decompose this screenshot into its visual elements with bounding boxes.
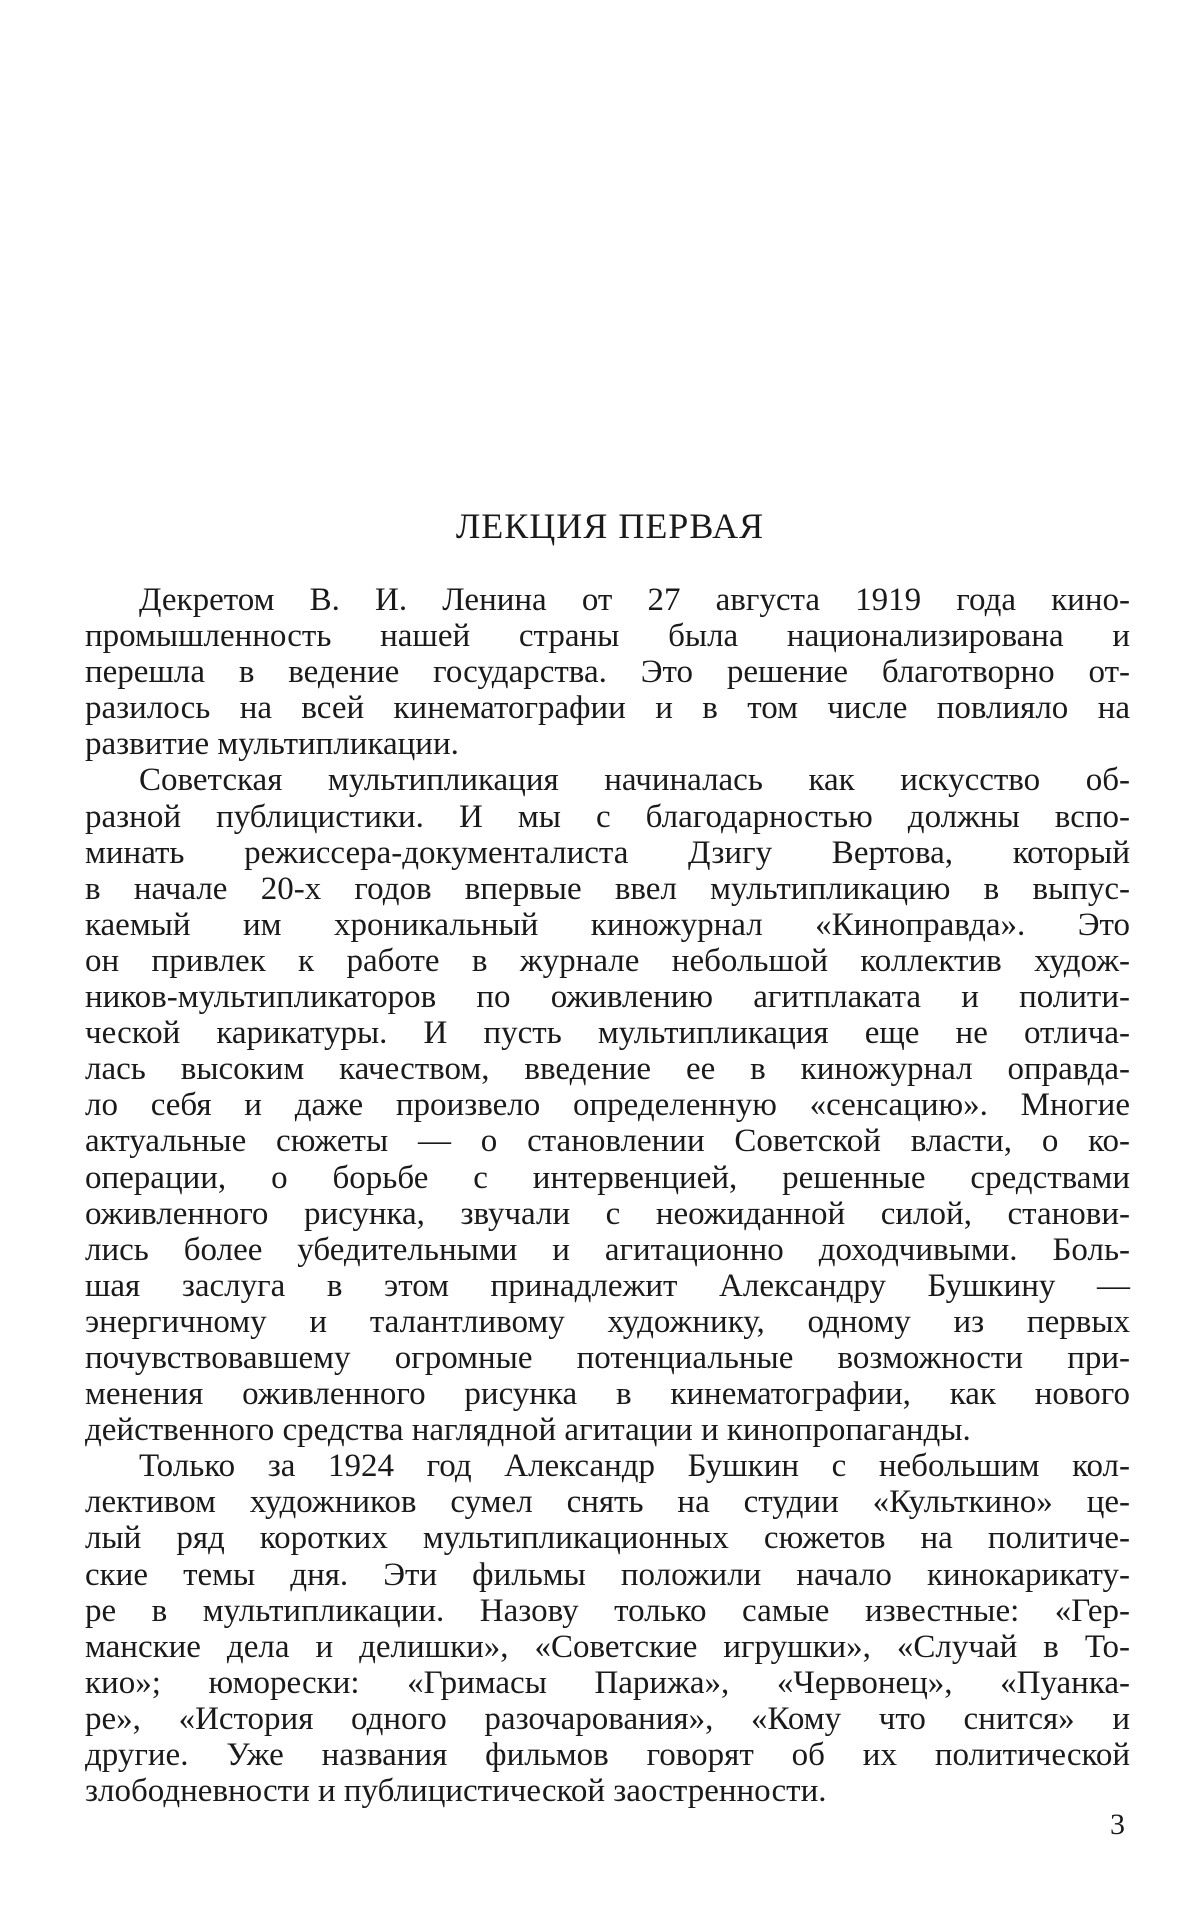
text-line: ческой карикатуры. И пусть мультипликация еще не отлича- xyxy=(85,1015,1130,1052)
text-line: операции, о борьбе с интервенцией, решенные средствами xyxy=(85,1159,1130,1196)
text-line: ре в мультипликации. Назову только самые известные: «Гер- xyxy=(85,1592,1130,1629)
body-text xyxy=(85,582,1130,1809)
text-line: перешла в ведение государства. Это решение благотворно от- xyxy=(85,654,1130,691)
text-line: лективом художников сумел снять на студии «Культкино» це- xyxy=(85,1484,1130,1521)
text-line: действенного средства наглядной агитации и кинопропаганды. xyxy=(85,1412,971,1449)
text-line: лый ряд коротких мультипликационных сюжетов на политиче- xyxy=(85,1520,1130,1557)
text-line: энергичному и талантливому художнику, одному из первых xyxy=(85,1303,1130,1340)
text-line: развитие мультипликации. xyxy=(85,726,459,763)
text-line: Только за 1924 год Александр Бушкин с небольшим кол- xyxy=(139,1448,1130,1485)
text-line: почувствовавшему огромные потенциальные возможности при- xyxy=(85,1339,1130,1376)
text-line: актуальные сюжеты — о становлении Советской власти, о ко- xyxy=(85,1123,1130,1160)
text-line: промышленность нашей страны была национализирована и xyxy=(85,618,1130,655)
text-line: каемый им хроникальный киножурнал «Киноправда». Это xyxy=(85,906,1130,943)
text-line: лись более убедительными и агитационно доходчивыми. Боль- xyxy=(85,1231,1130,1268)
lecture-title: ЛЕКЦИЯ ПЕРВАЯ xyxy=(455,506,765,546)
text-line: кио»; юморески: «Гримасы Парижа», «Червонец», «Пуанка- xyxy=(85,1664,1130,1701)
text-line: минать режиссера-документалиста Дзигу Вертова, который xyxy=(85,834,1130,871)
text-line: он привлек к работе в журнале небольшой коллектив худож- xyxy=(85,942,1130,979)
text-line: менения оживленного рисунка в кинематографии, как нового xyxy=(85,1376,1130,1413)
text-line: ре», «История одного разочарования», «Кому что снится» и xyxy=(85,1700,1130,1737)
text-line: в начале 20-х годов впервые ввел мультипликацию в выпус- xyxy=(85,870,1130,907)
text-line: другие. Уже названия фильмов говорят об их политической xyxy=(85,1737,1130,1773)
text-line: разной публицистики. И мы с благодарностью должны вспо- xyxy=(85,798,1130,835)
page-number: 3 xyxy=(1110,1808,1125,1841)
text-line: Советская мультипликация начиналась как искусство об- xyxy=(139,762,1130,799)
text-line: оживленного рисунка, звучали с неожиданной силой, станови- xyxy=(85,1195,1130,1232)
text-line: лась высоким качеством, введение ее в киножурнал оправда- xyxy=(85,1051,1130,1088)
text-line: ские темы дня. Эти фильмы положили начало кинокарикату- xyxy=(85,1556,1130,1593)
text-line: шая заслуга в этом принадлежит Александру Бушкину — xyxy=(85,1267,1130,1304)
text-line: злободневности и публицистической заостренности. xyxy=(85,1773,827,1810)
text-line: ло себя и даже произвело определенную «сенсацию». Многие xyxy=(85,1087,1130,1124)
text-line: разилось на всей кинематографии и в том числе повлияло на xyxy=(85,690,1130,727)
text-line: манские дела и делишки», «Советские игрушки», «Случай в То- xyxy=(85,1628,1130,1665)
text-line: Декретом В. И. Ленина от 27 августа 1919 года кино- xyxy=(139,582,1130,618)
text-line: ников-мультипликаторов по оживлению агитплаката и полити- xyxy=(85,979,1130,1016)
